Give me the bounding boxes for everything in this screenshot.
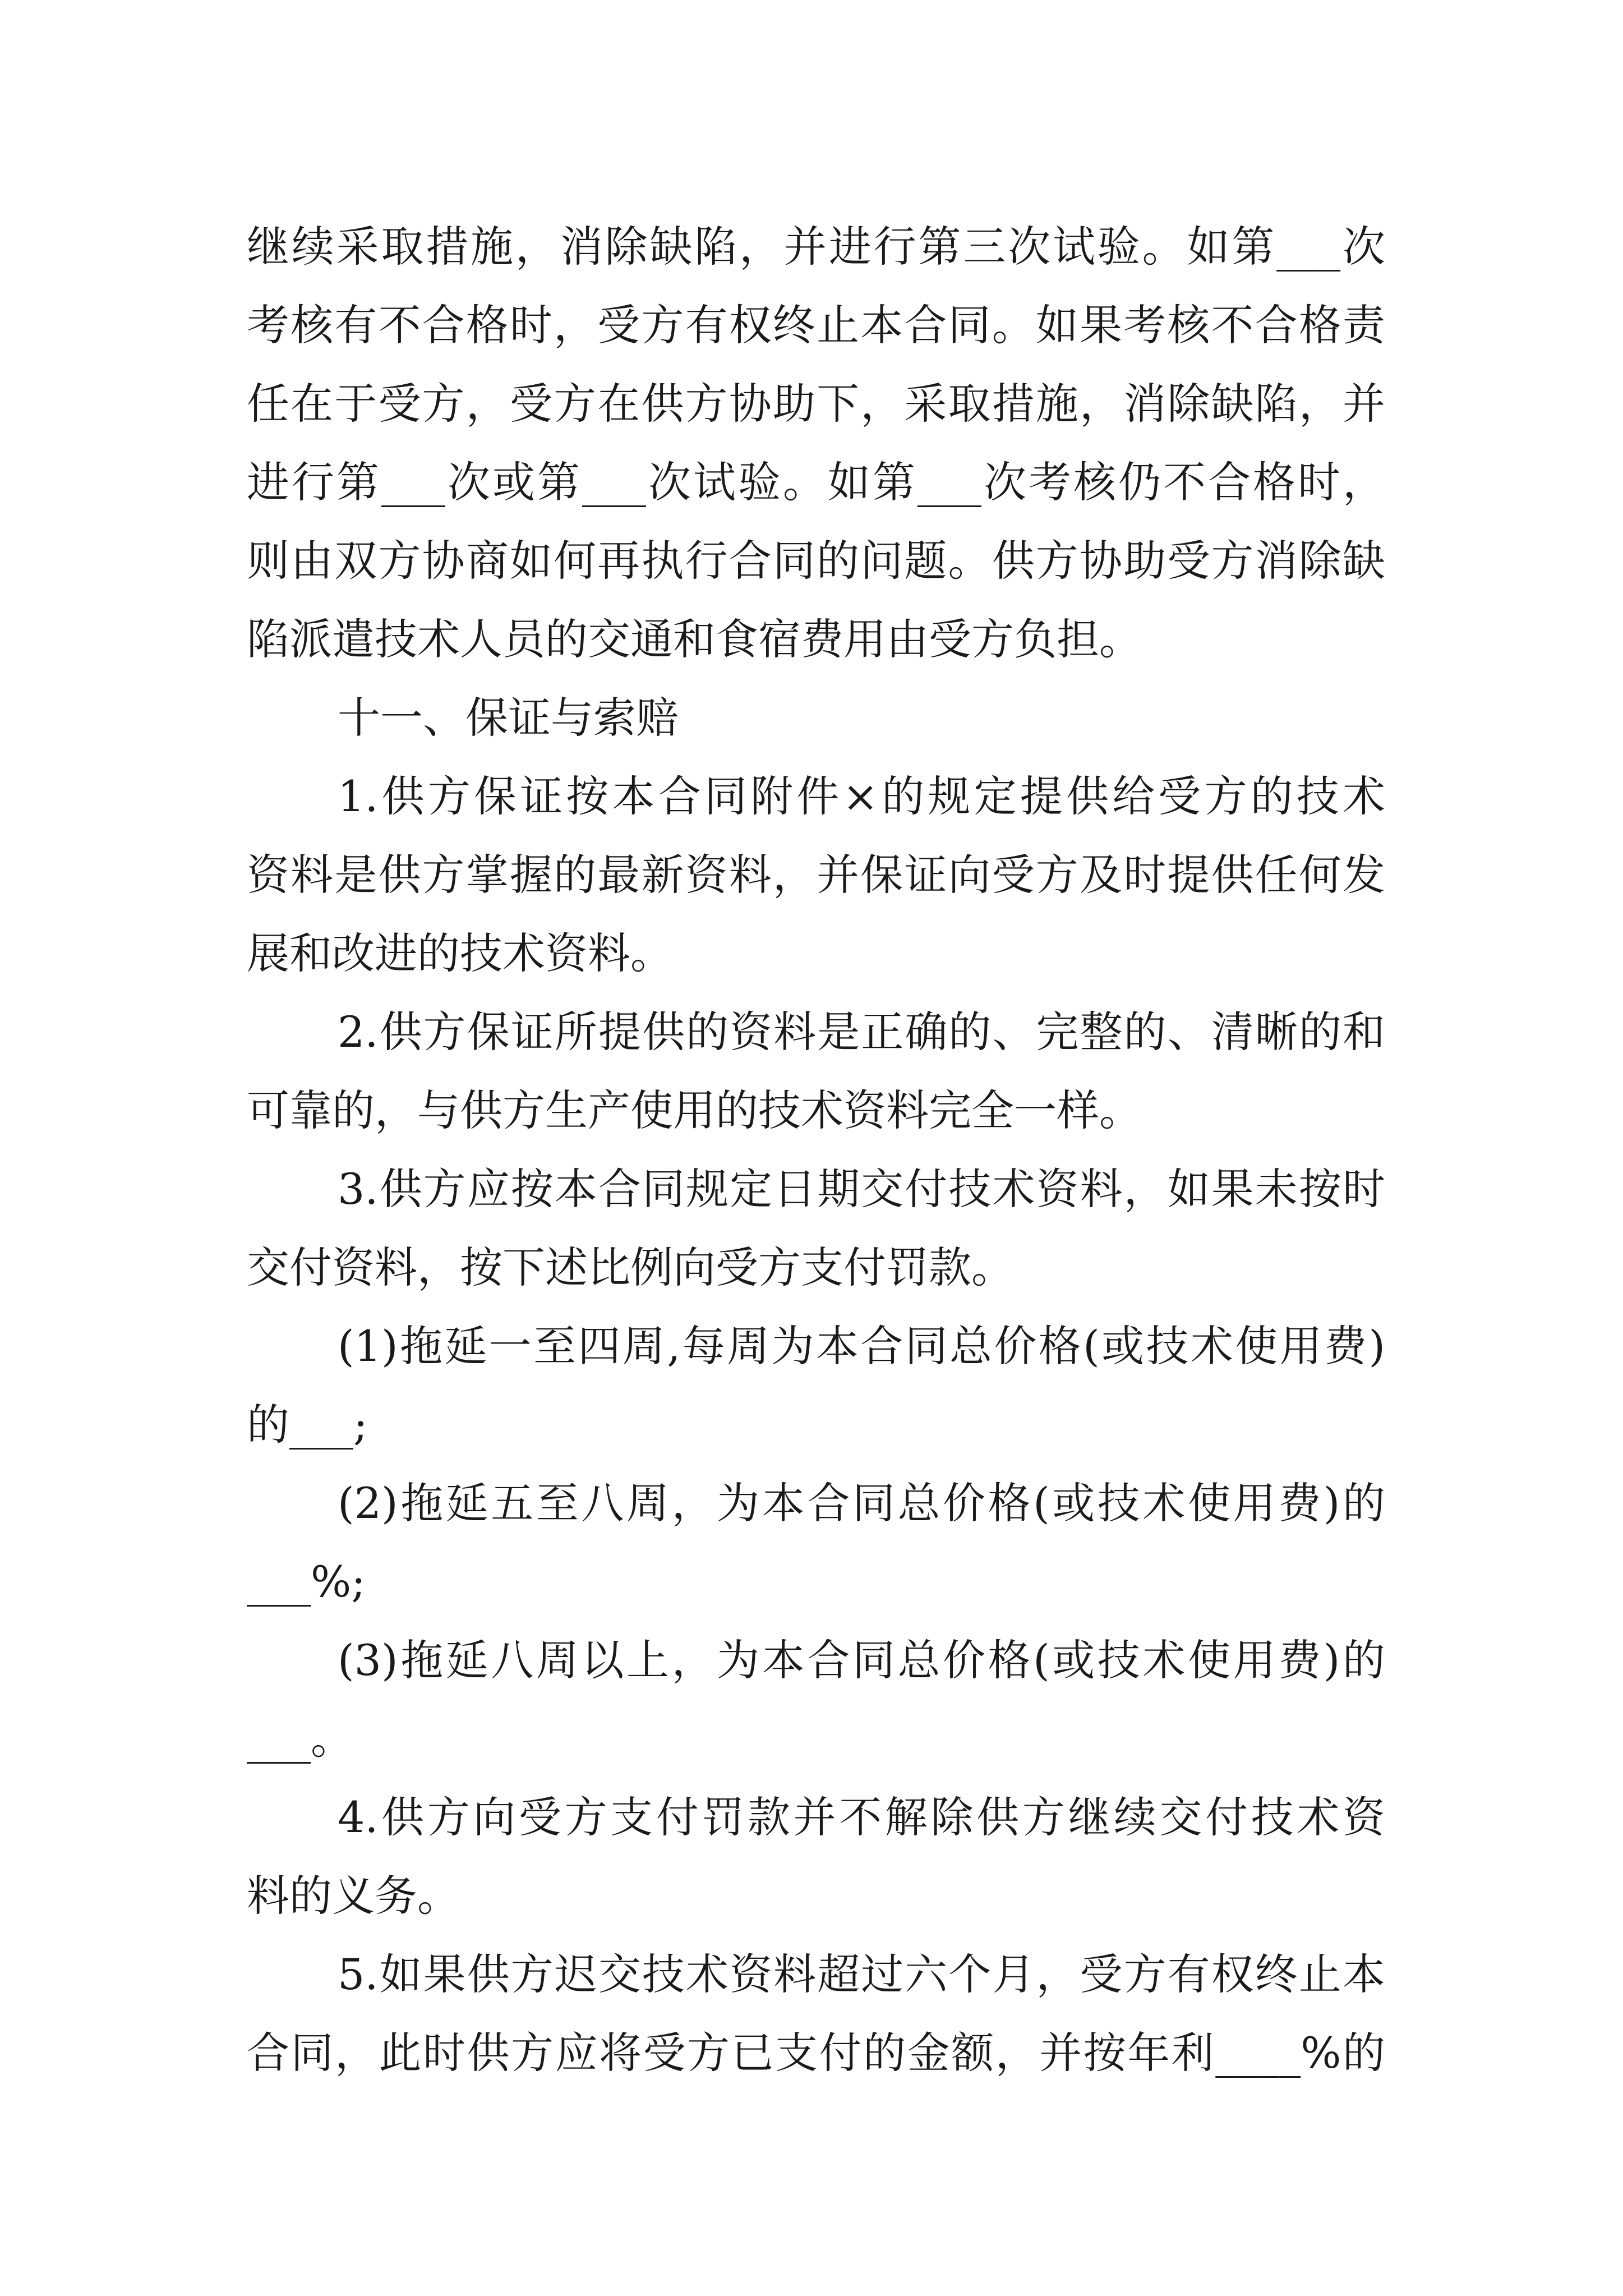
- paragraph-line: 任在于受方，受方在供方协助下，采取措施，消除缺陷，并: [247, 379, 1385, 429]
- section-heading: 十一、保证与索赔: [338, 693, 679, 743]
- paragraph-line: 料的义务。: [247, 1871, 460, 1921]
- paragraph-line: 资料是供方掌握的最新资料，并保证向受方及时提供任何发: [247, 850, 1385, 900]
- paragraph-line: 陷派遣技术人员的交通和食宿费用由受方负担。: [247, 614, 1142, 664]
- paragraph-line: 展和改进的技术资料。: [247, 928, 673, 978]
- paragraph-line: (1)拖延一至四周,每周为本合同总价格(或技术使用费): [338, 1321, 1385, 1371]
- paragraph-line: 4.供方向受方支付罚款并不解除供方继续交付技术资: [338, 1792, 1385, 1842]
- paragraph-line: 3.供方应按本合同规定日期交付技术资料，如果未按时: [338, 1164, 1385, 1214]
- paragraph-line: 则由双方协商如何再执行合同的问题。供方协助受方消除缺: [247, 536, 1385, 586]
- paragraph-line: 可靠的，与供方生产使用的技术资料完全一样。: [247, 1085, 1142, 1135]
- paragraph-line: (2)拖延五至八周，为本合同总价格(或技术使用费)的: [338, 1478, 1385, 1528]
- paragraph-line: 5.如果供方迟交技术资料超过六个月，受方有权终止本: [338, 1949, 1385, 1999]
- paragraph-line: 2.供方保证所提供的资料是正确的、完整的、清晰的和: [338, 1007, 1385, 1057]
- paragraph-line: 考核有不合格时，受方有权终止本合同。如果考核不合格责: [247, 300, 1385, 350]
- paragraph-line: ___。: [247, 1714, 353, 1764]
- paragraph-line: ___%;: [247, 1557, 366, 1607]
- paragraph-line: 进行第___次或第___次试验。如第___次考核仍不合格时，: [247, 457, 1385, 507]
- paragraph-line: 1.供方保证按本合同附件×的规定提供给受方的技术: [338, 771, 1385, 821]
- paragraph-line: (3)拖延八周以上，为本合同总价格(或技术使用费)的: [338, 1635, 1385, 1685]
- paragraph-line: 合同，此时供方应将受方已支付的金额，并按年利____%的: [247, 2028, 1385, 2078]
- paragraph-line: 的___;: [247, 1400, 368, 1450]
- paragraph-line: 继续采取措施，消除缺陷，并进行第三次试验。如第___次: [247, 222, 1385, 272]
- paragraph-line: 交付资料，按下述比例向受方支付罚款。: [247, 1243, 1014, 1292]
